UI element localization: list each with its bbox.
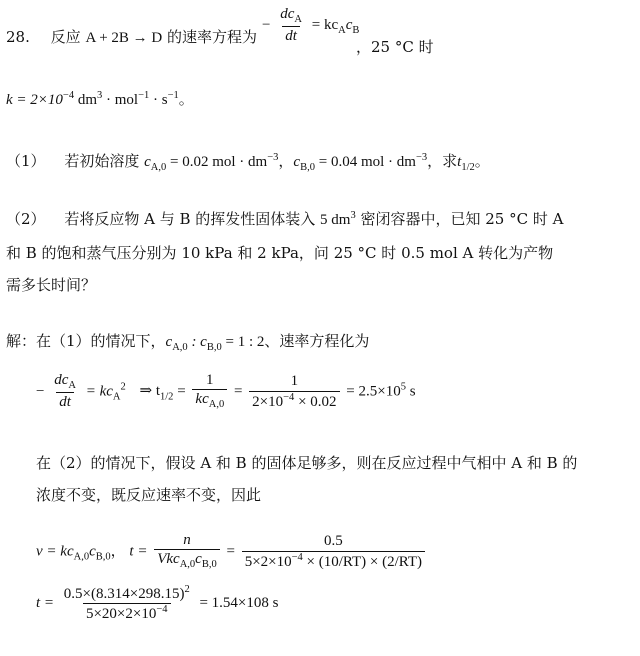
reaction-equation: A + 2B → D [85, 30, 163, 46]
rate-fraction: $\frac{dc_A}{dt}$ [280, 6, 302, 45]
equation-half-life: − $\frac{dc_A}{dt}$ = $kc_A^2$ ⇒ $t_{1/2}$ = $\frac{1}{kc_{A,0}}$ = $\frac{1}{2\times 10^{-4} \times 0.02}$ = $2.5\times 10^5$ s [36, 372, 416, 411]
solution-lead: 解：在（1）的情况下，$c_{A,0}$ : $c_{B,0} = 1$ : 2、速率方程化为 [6, 332, 370, 353]
part1-label: （1） [6, 152, 46, 170]
part2-line3: 需多长时间？ [6, 276, 97, 294]
rate-equation: − $\frac{dc_A}{dt}$ = $kc_Ac_B$ [262, 6, 360, 45]
temperature-text: ，25 °C 时 [356, 38, 434, 56]
part2-line1: （2） 若将反应物 A 与 B 的挥发性固体装入 5 $dm^3$ 密闭容器中，已知 25 °C 时 A [6, 210, 564, 228]
rate-label: 的速率方程为 [167, 28, 258, 46]
question-line [6, 26, 257, 47]
para2-line2: 浓度不变，既反应速率不变，因此 [36, 486, 262, 504]
part1-line: （1） 若初始溶度 $c_{A,0} = 0.02$ mol · $dm^{-3}$，$c_{B,0} = 0.04$ mol · $dm^{-3}$，求$t_{1/2}$。 [6, 152, 490, 173]
para2-line1: 在（2）的情况下，假设 A 和 B 的固体足够多，则在反应过程中气相中 A 和 B 的 [36, 454, 578, 472]
equation-time: $v = kc_{A,0}c_{B,0}$， t = $\frac{n}{Vkc_{A,0}c_{B,0}}$ = $\frac{0.5}{5\times 2\times 10^{-4} \times (10/RT) \times (2/RT)}$ [36, 532, 428, 572]
question-intro: 反应 [50, 28, 81, 46]
rate-constant-line: $k = 2\times 10^{-4}$ $dm^3 \cdot mol^{-1} \cdot s^{-1}$。 [6, 90, 194, 108]
question-number: 28. [6, 28, 30, 46]
part2-label: （2） [6, 210, 46, 228]
equation-result: t = $\frac{0.5\times(8.314\times 298.15)^2}{5\times 20\times 2\times 10^{-4}}$ = 1.54×108 s [36, 584, 279, 623]
part2-line2: 和 B 的饱和蒸气压分别为 10 kPa 和 2 kPa，问 25 °C 时 0.5 mol A 转化为产物 [6, 244, 554, 262]
